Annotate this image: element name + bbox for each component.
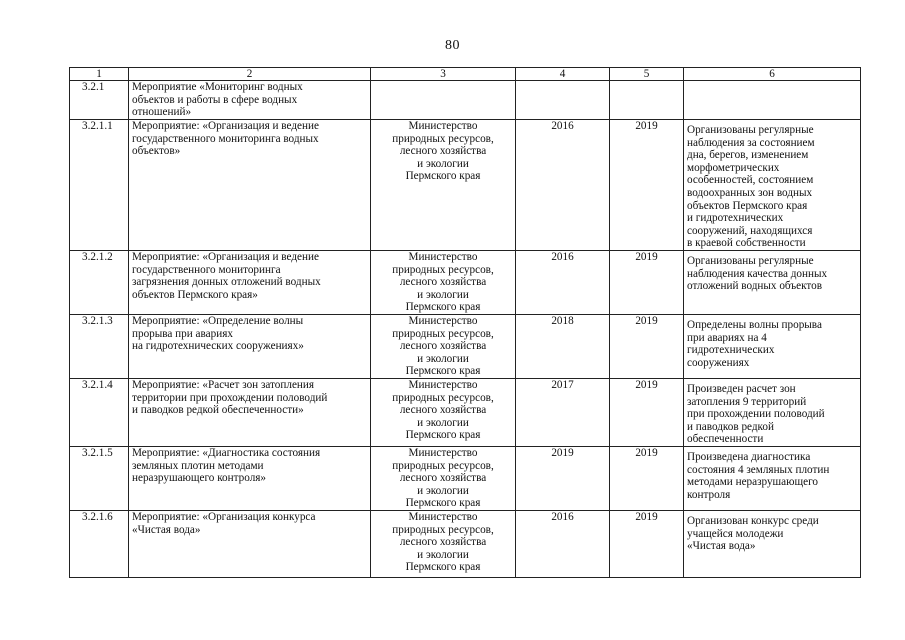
row-responsible: Министерство природных ресурсов, лесного хозяйства и экологии Пермского края [371, 314, 516, 378]
page-number: 80 [445, 38, 460, 53]
row-end-year: 2019 [610, 510, 684, 577]
row-end-year: 2019 [610, 250, 684, 314]
row-start-year: 2016 [516, 250, 610, 314]
row-description: Мероприятие: «Определение волны прорыва при авариях на гидротехнических сооружениях» [129, 314, 371, 378]
row-result: Организованы регулярные наблюдения качества донных отложений водных объектов [684, 250, 861, 314]
row-result: Организованы регулярные наблюдения за состоянием дна, берегов, изменением морфометрических особенностей, состоянием водоохранных зон водных объектов Пермского края и гидротехнических сооружений, находящихся в краевой собственности [684, 120, 861, 251]
row-number: 3.2.1.6 [70, 510, 129, 577]
row-responsible: Министерство природных ресурсов, лесного хозяйства и экологии Пермского края [371, 250, 516, 314]
table-row [70, 314, 861, 378]
row-number: 3.2.1.5 [70, 446, 129, 510]
row-end-year: 2019 [610, 120, 684, 251]
row-start-year: 2019 [516, 446, 610, 510]
table-row [70, 250, 861, 314]
table-row [70, 120, 861, 251]
row-description: Мероприятие: «Организация конкурса «Чистая вода» [129, 510, 371, 577]
row-description: Мероприятие: «Диагностика состояния земляных плотин методами неразрушающего контроля» [129, 446, 371, 510]
row-number: 3.2.1.4 [70, 378, 129, 446]
row-result [684, 81, 861, 120]
row-result: Организован конкурс среди учащейся молодежи «Чистая вода» [684, 510, 861, 577]
row-responsible [371, 81, 516, 120]
row-end-year: 2019 [610, 378, 684, 446]
row-start-year: 2017 [516, 378, 610, 446]
row-result: Произведена диагностика состояния 4 земляных плотин методами неразрушающего контроля [684, 446, 861, 510]
row-result: Определены волны прорыва при авариях на 4 гидротехнических сооружениях [684, 314, 861, 378]
row-responsible: Министерство природных ресурсов, лесного хозяйства и экологии Пермского края [371, 446, 516, 510]
row-start-year: 2018 [516, 314, 610, 378]
row-responsible: Министерство природных ресурсов, лесного хозяйства и экологии Пермского края [371, 120, 516, 251]
row-description: Мероприятие: «Организация и ведение государственного мониторинга загрязнения донных отложений водных объектов Пермского края» [129, 250, 371, 314]
row-end-year: 2019 [610, 314, 684, 378]
table-header-row [70, 68, 861, 81]
header-col-2: 2 [129, 68, 371, 81]
table-row [70, 81, 861, 120]
row-responsible: Министерство природных ресурсов, лесного хозяйства и экологии Пермского края [371, 378, 516, 446]
header-col-1: 1 [70, 68, 129, 81]
row-number: 3.2.1.3 [70, 314, 129, 378]
measures-table [69, 67, 861, 578]
row-start-year [516, 81, 610, 120]
row-number: 3.2.1.2 [70, 250, 129, 314]
row-responsible: Министерство природных ресурсов, лесного хозяйства и экологии Пермского края [371, 510, 516, 577]
table-row [70, 446, 861, 510]
row-end-year: 2019 [610, 446, 684, 510]
row-result: Произведен расчет зон затопления 9 территорий при прохождении половодий и паводков редкой обеспеченности [684, 378, 861, 446]
row-start-year: 2016 [516, 120, 610, 251]
row-description: Мероприятие: «Расчет зон затопления территории при прохождении половодий и паводков редкой обеспеченности» [129, 378, 371, 446]
table-row [70, 510, 861, 577]
row-number: 3.2.1.1 [70, 120, 129, 251]
row-number: 3.2.1 [70, 81, 129, 120]
header-col-6: 6 [684, 68, 861, 81]
header-col-4: 4 [516, 68, 610, 81]
row-start-year: 2016 [516, 510, 610, 577]
row-description: Мероприятие: «Организация и ведение государственного мониторинга водных объектов» [129, 120, 371, 251]
header-col-3: 3 [371, 68, 516, 81]
row-description: Мероприятие «Мониторинг водных объектов и работы в сфере водных отношений» [129, 81, 371, 120]
row-end-year [610, 81, 684, 120]
table-row [70, 378, 861, 446]
header-col-5: 5 [610, 68, 684, 81]
